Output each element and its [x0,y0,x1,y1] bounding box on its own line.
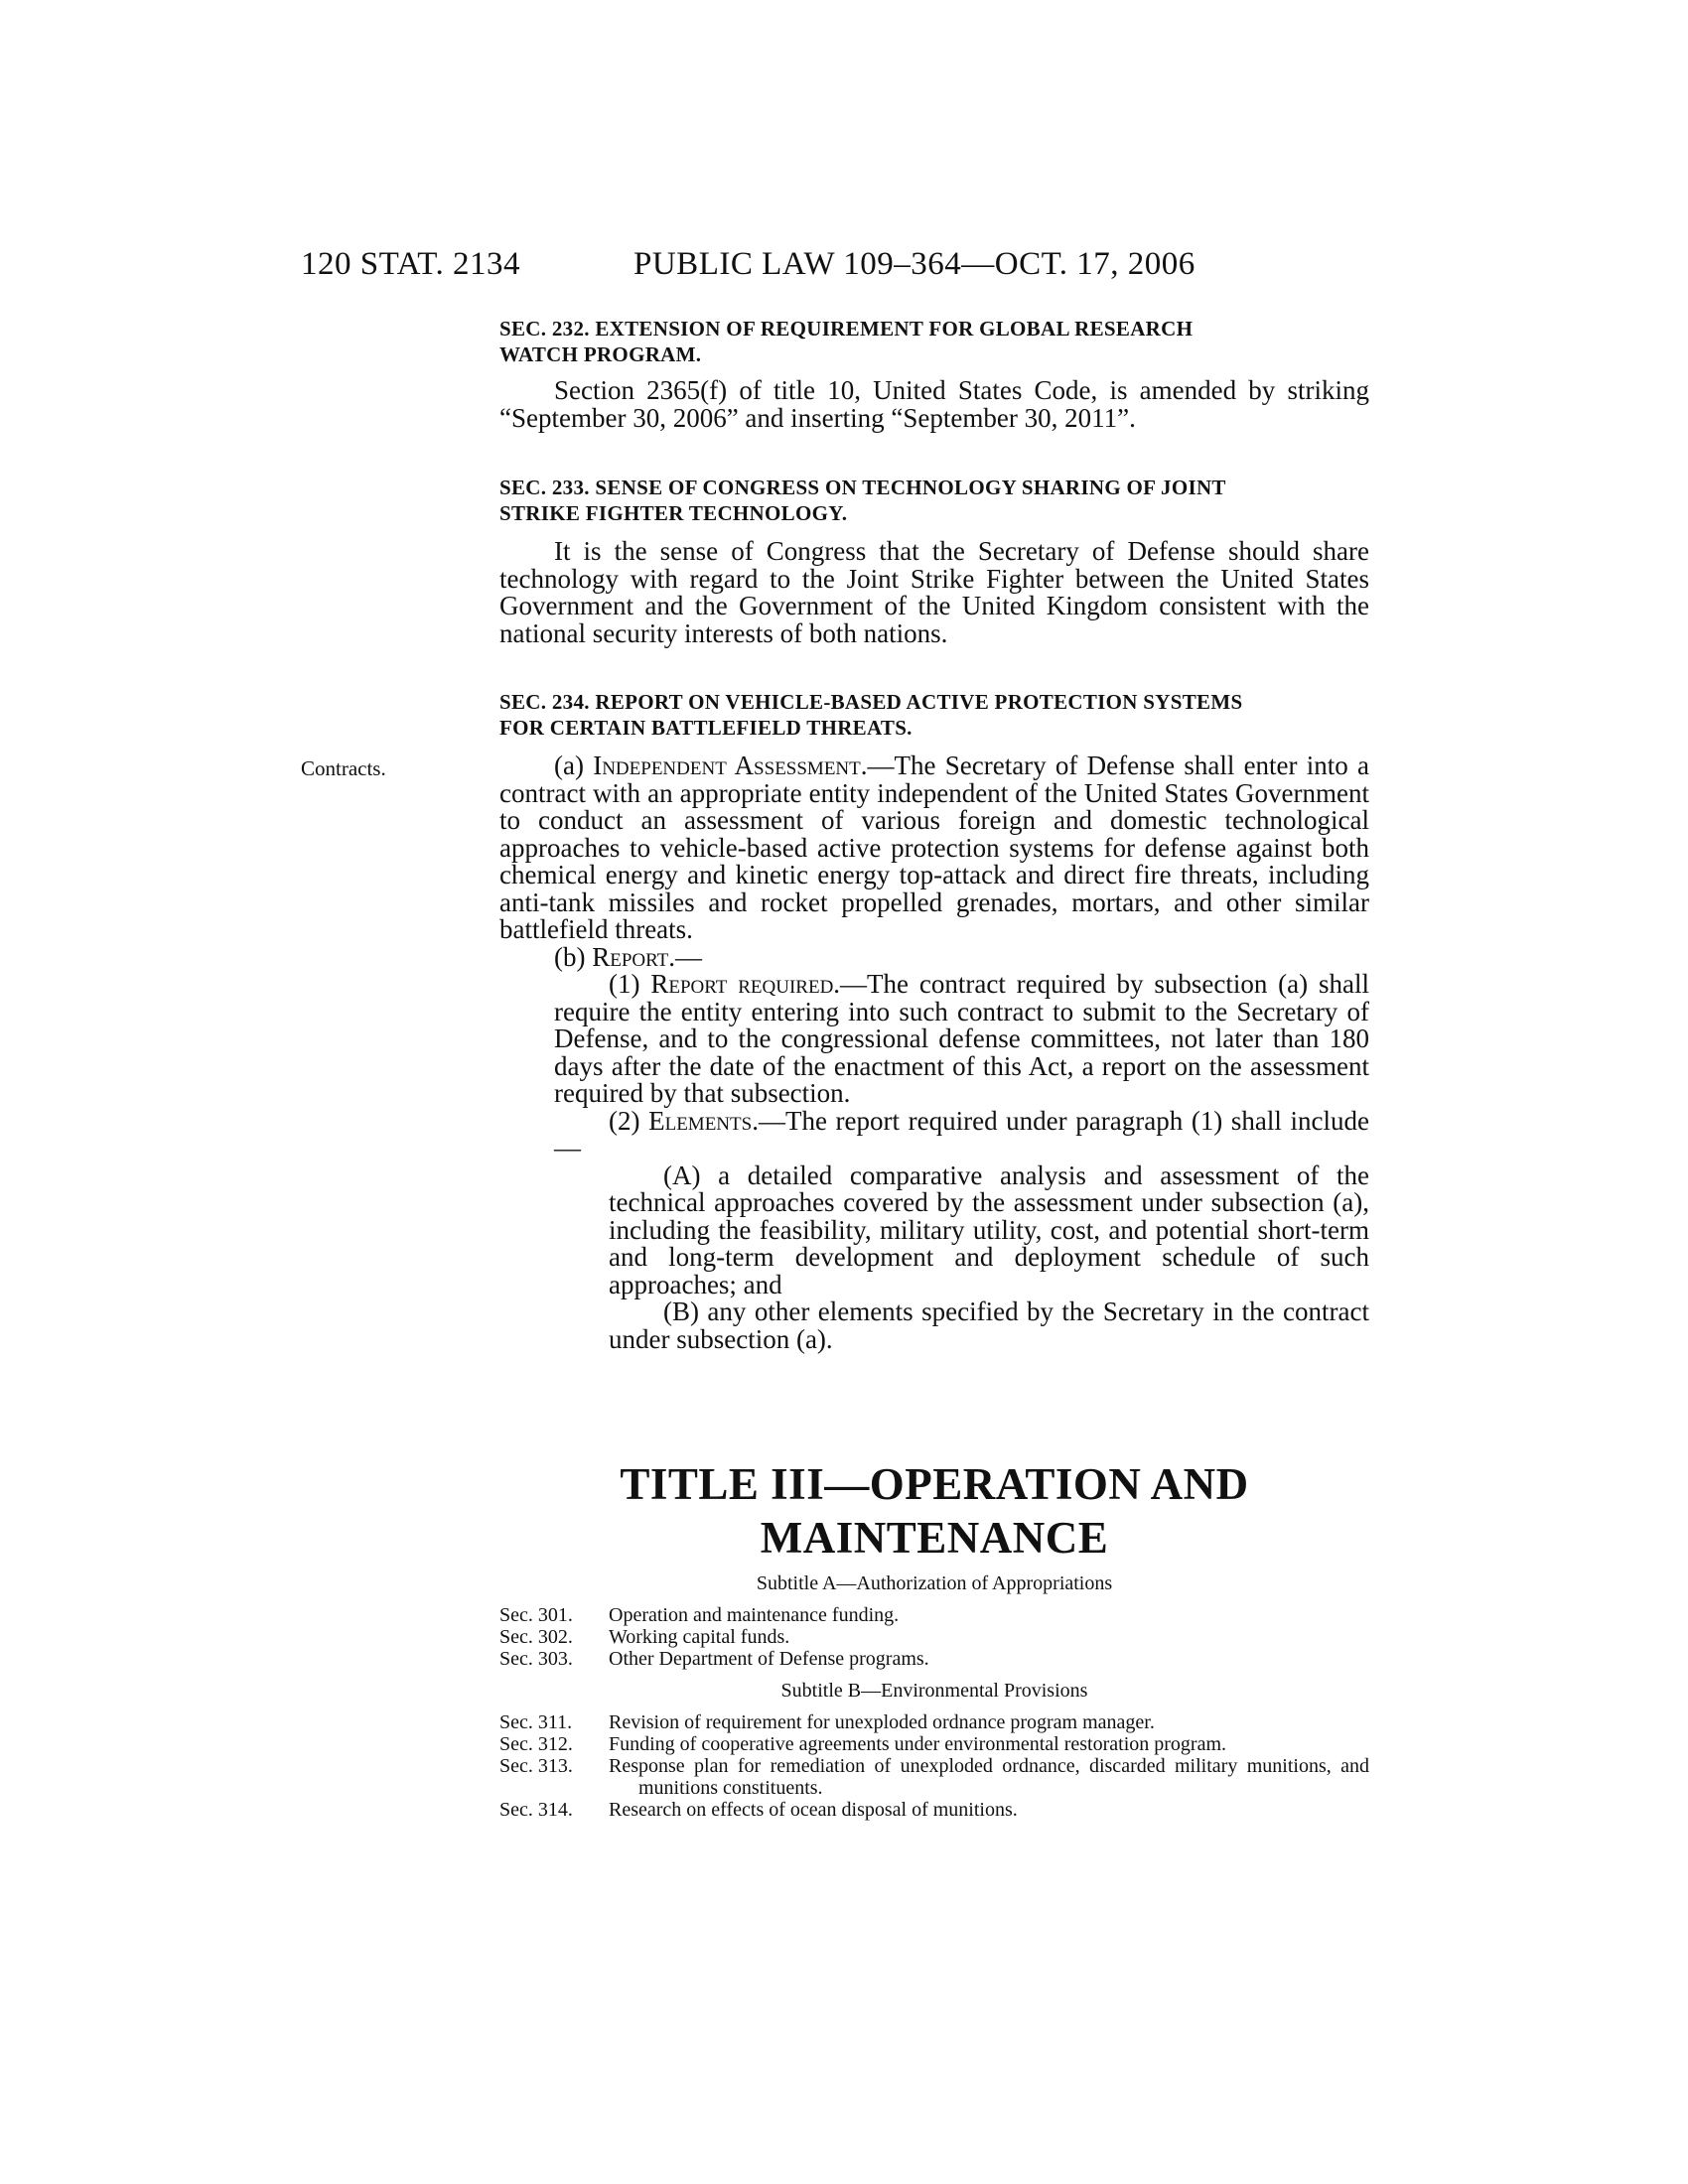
paragraph-b2: (2) Elements.—The report required under paragraph (1) shall include— [554,1105,1369,1162]
subparagraph-A: (A) a detailed comparative analysis and assessment of the technical approaches covered by the assessment under subsection (a), including the feasibility, military utility, cost, and potential short-term and long-term development and deployment schedule of such approaches; and [609,1160,1369,1299]
subsection-a: (a) Independent Assessment.—The Secretary of Defense shall enter into a contract with an appropriate entity independent of the United States Government to conduct an assessment of various foreign and domestic technological approaches to vehicle-based active protection systems for defense against both chemical energy and kinetic energy top-attack and direct fire threats, including anti-tank missiles and rocket propelled grenades, mortars, and other similar battlefield threats. [499,751,1369,944]
section-heading: SEC. 234. REPORT ON VEHICLE-BASED ACTIVE PROTECTION SYSTEMS FOR CERTAIN BATTLEFIELD THREATS. [499,690,1243,740]
subparagraph-B: (B) any other elements specified by the Secretary in the contract under subsection (a). [609,1297,1369,1354]
subsection-b: (b) Report.— [554,941,703,972]
toc-subtitle: Subtitle A—Authorization of Appropriations [756,1572,1113,1594]
toc-row: Sec. 302. Working capital funds. [499,1626,790,1648]
table-of-contents [499,1572,1369,1821]
section-heading: SEC. 233. SENSE OF CONGRESS ON TECHNOLOGY SHARING OF JOINT STRIKE FIGHTER TECHNOLOGY. [499,476,1226,525]
toc-row: Sec. 313. Response plan for remediation of unexploded ordnance, discarded military munitions, and munitions constituents. [499,1755,1369,1799]
toc-row: Sec. 301. Operation and maintenance funding. [499,1604,900,1626]
section-body: It is the sense of Congress that the Secretary of Defense should share technology with regard to the Joint Strike Fighter between the United States Government and the Government of the United Kingdom consistent with the national security interests of both nations. [499,536,1369,648]
paragraph-b1: (1) Report required.—The contract required by subsection (a) shall require the entity entering into such contract to submit to the Secretary of Defense, and to the congressional defense committees, not later than 180 days after the date of the enactment of this Act, a report on the assessment required by that subsection. [554,969,1369,1108]
section-232 [499,316,1369,432]
margin-note: Contracts. [301,756,386,780]
toc-subtitle: Subtitle B—Environmental Provisions [780,1680,1088,1702]
toc-row: Sec. 311. Revision of requirement for unexploded ordnance program manager. [499,1711,1155,1733]
statute-page-number: 120 STAT. 2134 [301,246,521,282]
running-header: PUBLIC LAW 109–364—OCT. 17, 2006 [633,246,1196,282]
section-234 [499,689,1369,1353]
section-heading: SEC. 232. EXTENSION OF REQUIREMENT FOR GLOBAL RESEARCH WATCH PROGRAM. [499,317,1194,366]
section-233 [499,475,1369,647]
title-heading: TITLE III—OPERATION AND MAINTENANCE [620,1459,1249,1563]
section-body: Section 2365(f) of title 10, United States Code, is amended by striking “September 30, 2006” and inserting “September 30, 2011”. [499,375,1369,433]
toc-row: Sec. 312. Funding of cooperative agreements under environmental restoration program. [499,1733,1227,1755]
toc-row: Sec. 314. Research on effects of ocean disposal of munitions. [499,1799,1018,1821]
toc-row: Sec. 303. Other Department of Defense programs. [499,1648,929,1670]
